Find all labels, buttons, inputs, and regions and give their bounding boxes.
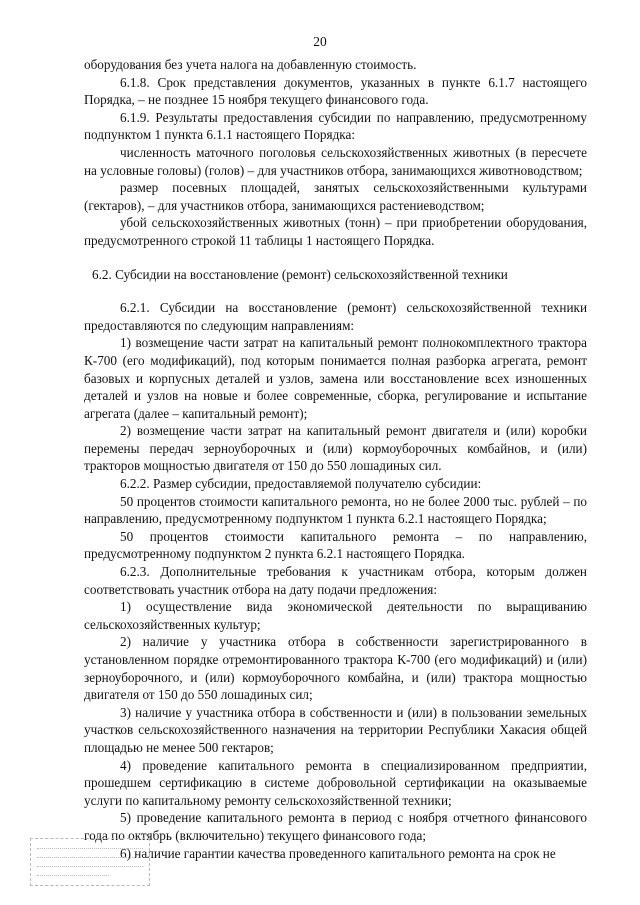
paragraph: 4) проведение капитального ремонта в специализированном предприятии, прошедшем сертификацию в системе добровольной сертификации на оказываемые услуги по капитальному ремонту сельскохозяйственной техники; (84, 757, 587, 808)
paragraph: 2) наличие у участника отбора в собственности зарегистрированного в установленном порядке отремонтированного трактора К-700 (его модификаций) и (или) зерноуборочного, и (или) кормоуборочного комбайна, и (или) трактора мощностью двигателя от 150 до 550 лошадиных сил; (84, 634, 587, 703)
paragraph: 6.2.3. Дополнительные требования к участникам отбора, которым должен соответствовать участник отбора на дату подачи предложения: (84, 564, 587, 597)
paragraph: убой сельскохозяйственных животных (тонн) – при приобретении оборудования, предусмотренного строкой 11 таблицы 1 настоящего Порядка. (84, 215, 587, 248)
certification-stamp (30, 838, 150, 886)
paragraph: 6.1.9. Результаты предоставления субсидии по направлению, предусмотренному подпунктом 1 пункта 6.1.1 настоящего Порядка: (84, 109, 587, 143)
paragraph: 5) проведение капитального ремонта в период с ноября отчетного финансового года по октябрь (включительно) текущего финансового года; (84, 810, 587, 843)
paragraph: 1) осуществление вида экономической деятельности по выращиванию сельскохозяйственных культур; (84, 599, 587, 632)
paragraph: численность маточного поголовья сельскохозяйственных животных (в пересчете на условные головы) (голов) – для участников отбора, занимающихся животноводством; (84, 144, 587, 178)
paragraph: 1) возмещение части затрат на капитальный ремонт полнокомплектного трактора К-700 (его модификаций), под которым понимается полная разборка агрегата, ремонт базовых и корпусных деталей и узлов, замена или восстановление всех изношенных деталей и узлов на новые и более современные, сборка, регулирование и испытание агрегата (далее – капитальный ремонт); (84, 335, 587, 421)
paragraphs-block-2 (84, 299, 587, 862)
paragraphs-block-1 (84, 56, 587, 250)
paragraph: 50 процентов стоимости капитального ремонта, но не более 2000 тыс. рублей – по направлению, предусмотренному подпунктом 1 пункта 6.2.1 настоящего Порядка; (84, 493, 587, 527)
document-body (84, 56, 587, 862)
paragraph: размер посевных площадей, занятых сельскохозяйственными культурами (гектаров), – для участников отбора, занимающихся растениеводством; (84, 180, 587, 213)
paragraph: 50 процентов стоимости капитального ремонта – по направлению, предусмотренному подпунктом 2 пункта 6.2.1 настоящего Порядка. (84, 528, 587, 562)
paragraph: 6.2.1. Субсидии на восстановление (ремонт) сельскохозяйственной техники предоставляются по следующим направлениям: (84, 300, 587, 333)
paragraph: 3) наличие у участника отбора в собственности и (или) в пользовании земельных участков сельскохозяйственного назначения на территории Республики Хакасия общей площадью не менее 500 гектаров; (84, 704, 587, 755)
paragraph: оборудования без учета налога на добавленную стоимость. (84, 57, 417, 72)
paragraph: 6.2.2. Размер субсидии, предоставляемой получателю субсидии: (120, 476, 482, 492)
paragraph: 6.1.8. Срок представления документов, указанных в пункте 6.1.7 настоящего Порядка, – не позднее 15 ноября текущего финансового года. (84, 74, 587, 108)
paragraph: 6) наличие гарантии качества проведенного капитального ремонта на срок не (120, 845, 556, 861)
section-heading: 6.2. Субсидии на восстановление (ремонт) сельскохозяйственной техники (92, 266, 508, 282)
paragraph: 2) возмещение части затрат на капитальный ремонт двигателя и (или) коробки перемены передач зерноуборочных и (или) кормоуборочных комбайнов, и (или) тракторов мощностью двигателя от 150 до 550 лошадиных сил. (84, 423, 587, 474)
page-number: 20 (313, 34, 327, 49)
